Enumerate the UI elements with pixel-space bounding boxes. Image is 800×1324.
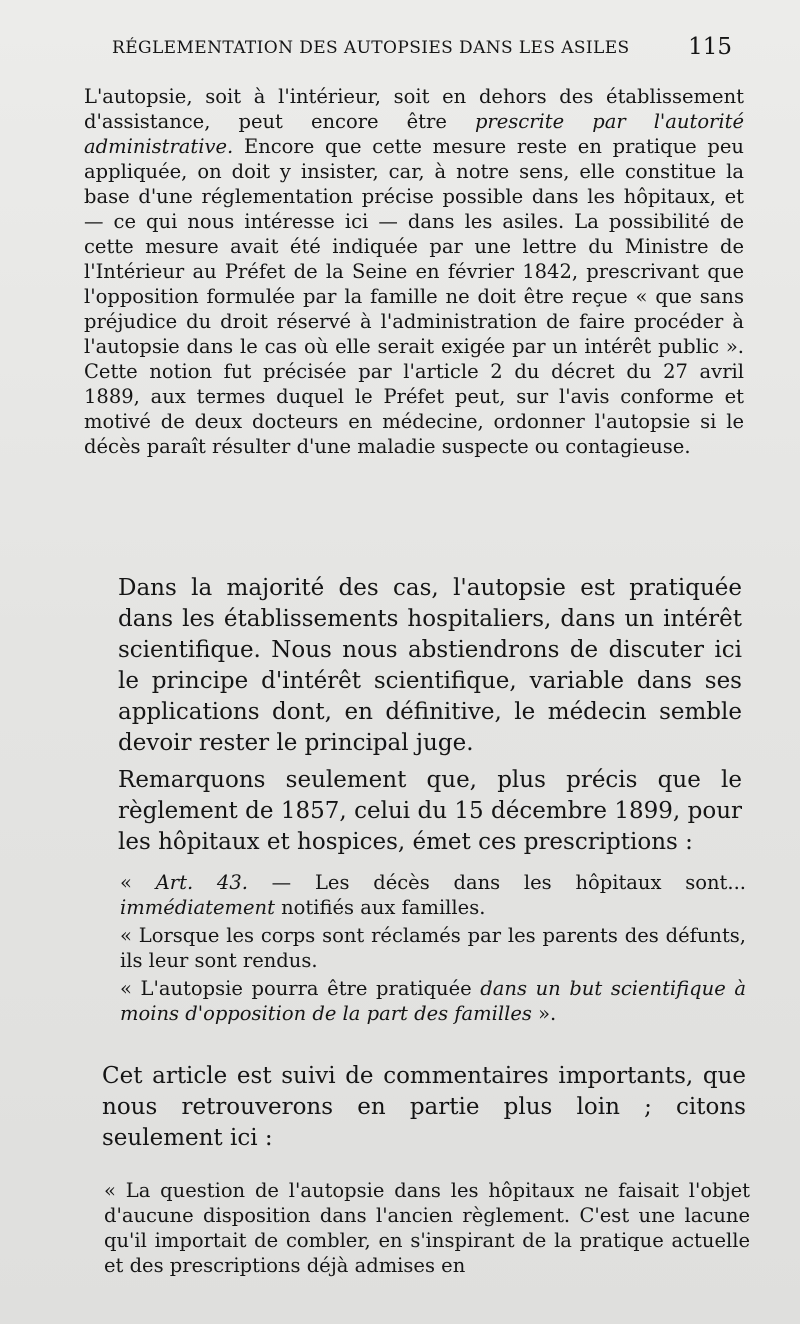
- text-run: «: [120, 871, 156, 894]
- page-number: 115: [688, 34, 732, 60]
- text-run: L'autopsie, soit à l'intérieur, soit en dehors des établissement d'assistance, peut encore être: [84, 85, 744, 133]
- paragraph-reglement-1899: Remarquons seulement que, plus précis que le règlement de 1857, celui du 15 décembre 1899, pour les hôpitaux et hospices, émet ces prescriptions :: [118, 767, 742, 855]
- paragraph-text: [84, 84, 744, 459]
- italic-text: Art. 43.: [155, 871, 248, 894]
- paragraph-interet-scientifique: Dans la majorité des cas, l'autopsie est pratiquée dans les établissements hospitaliers, dans un intérêt scientifique. Nous nous abstiendrons de discuter ici le principe d'intérêt scientifique, variable dans ses applications dont, en définitive, le médecin semble devoir rester le principal juge.: [118, 575, 742, 756]
- paragraph-text: Cet article est suivi de commentaires importants, que nous retrouverons en partie plus loin ; citons seulement ici :: [102, 1063, 746, 1151]
- paragraph-group-large: [118, 573, 742, 858]
- text-run: « L'autopsie pourra être pratiquée: [120, 977, 481, 1000]
- quotation-commentaire: [104, 1178, 750, 1278]
- running-header: [112, 34, 732, 66]
- italic-text: immédiatement: [120, 896, 275, 919]
- paragraph-text: « La question de l'autopsie dans les hôpitaux ne faisait l'objet d'aucune disposition dans l'ancien règlement. C'est une lacune qu'il importait de combler, en s'inspirant de la pratique actuelle et des prescriptions déjà admises en: [104, 1179, 750, 1277]
- italic-text: dans un but scientifique à moins d'opposition de la part des familles: [120, 977, 746, 1025]
- quote-line-3: [120, 976, 746, 1026]
- quote-line-2: « Lorsque les corps sont réclamés par les parents des défunts, ils leur sont rendus.: [120, 924, 746, 972]
- italic-text: prescrite par l'autorité administrative.: [84, 110, 744, 158]
- quotation-article-43: [120, 870, 746, 1029]
- text-run: — Les décès dans les hôpitaux sont...: [247, 871, 746, 894]
- text-run: ».: [531, 1002, 557, 1025]
- paragraph-autopsie-administrative: [84, 84, 744, 459]
- running-title: RÉGLEMENTATION DES AUTOPSIES DANS LES ASILES: [112, 38, 630, 58]
- text-run: Encore que cette mesure reste en pratique peu appliquée, on doit y insister, car, à notre sens, elle constitue la base d'une réglementation précise possible dans les hôpitaux, et — ce qui nous intéresse ici — dans les asiles. La possibilité de cette mesure avait été indiquée par une lettre du Ministre de l'Intérieur au Préfet de la Seine en février 1842, prescrivant que l'opposition formulée par la famille ne doit être reçue « que sans préjudice du droit réservé à l'administration de faire procéder à l'autopsie dans le cas où elle serait exigée par un intérêt public ». Cette notion fut précisée par l'article 2 du décret du 27 avril 1889, aux termes duquel le Préfet peut, sur l'avis conforme et motivé de deux docteurs en médecine, ordonner l'autopsie si le décès paraît résulter d'une maladie suspecte ou contagieuse.: [84, 135, 744, 458]
- quote-line-1: [120, 870, 746, 920]
- paragraph-commentaires: [102, 1061, 746, 1154]
- text-run: notifiés aux familles.: [274, 896, 486, 919]
